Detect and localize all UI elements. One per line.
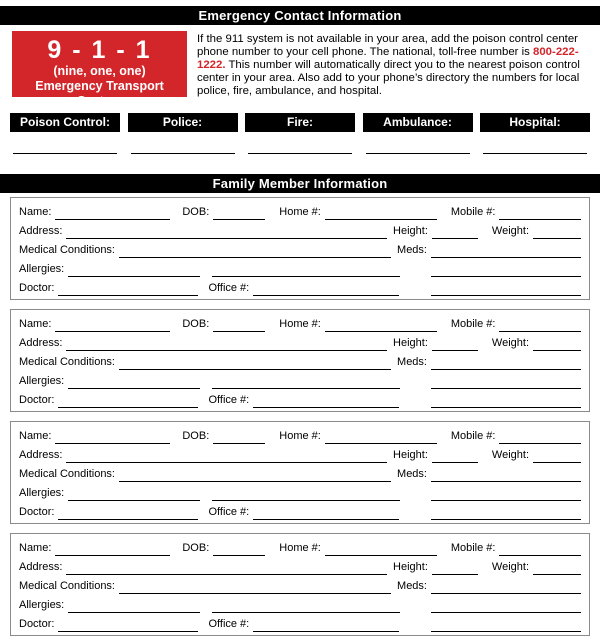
- poison-control-phone-number: 800-222-1222.: [197, 46, 579, 72]
- meds-extra-fill-line-1: [431, 264, 581, 277]
- doctor-fill-line: [58, 507, 198, 520]
- height-label: Height:: [393, 449, 428, 462]
- name-row: [19, 313, 581, 332]
- name-label: Name:: [19, 430, 52, 443]
- name-row: [19, 537, 581, 556]
- 911-caption: Emergency Transport System: [35, 79, 164, 108]
- doctor-label: Doctor:: [19, 618, 55, 631]
- contact-fill-line-ambulance: [366, 153, 470, 154]
- name-fill-line: [55, 543, 170, 556]
- name-fill-line: [55, 319, 170, 332]
- 911-panel: [12, 31, 187, 108]
- address-label: Address:: [19, 449, 63, 462]
- contact-col-police: [128, 113, 238, 154]
- family-member-block: [10, 421, 590, 524]
- weight-fill-line: [533, 562, 581, 575]
- address-fill-line: [66, 450, 387, 463]
- weight-label: Weight:: [491, 561, 529, 574]
- family-member-block: [10, 197, 590, 300]
- allergies-label: Allergies:: [19, 375, 65, 388]
- contact-fill-line-poison-control: [13, 153, 117, 154]
- address-fill-line: [66, 338, 387, 351]
- doctor-row: [19, 389, 581, 408]
- weight-label: Weight:: [491, 449, 529, 462]
- home-phone-fill-line: [325, 319, 437, 332]
- name-row: [19, 201, 581, 220]
- name-label: Name:: [19, 206, 52, 219]
- medical-conditions-label: Medical Conditions:: [19, 356, 115, 369]
- medical-conditions-row: [19, 575, 581, 594]
- home-phone-label: Home #:: [279, 206, 321, 219]
- name-label: Name:: [19, 542, 52, 555]
- home-phone-fill-line: [325, 543, 437, 556]
- home-phone-label: Home #:: [279, 430, 321, 443]
- allergies-label: Allergies:: [19, 263, 65, 276]
- medical-conditions-label: Medical Conditions:: [19, 468, 115, 481]
- meds-label: Meds:: [397, 580, 427, 593]
- 911-number: 9 - 1 - 1: [47, 36, 152, 64]
- allergies-extra-fill-line: [212, 264, 400, 277]
- contact-fill-line-hospital: [483, 153, 587, 154]
- dob-label: DOB:: [182, 318, 210, 331]
- doctor-row: [19, 277, 581, 296]
- contact-label-hospital: Hospital:: [480, 113, 590, 132]
- allergies-row: [19, 258, 581, 277]
- mobile-phone-label: Mobile #:: [450, 430, 496, 443]
- height-label: Height:: [393, 561, 428, 574]
- mobile-phone-fill-line: [499, 543, 581, 556]
- poison-control-instructions: [197, 31, 592, 98]
- contact-col-poison-control: [10, 113, 120, 154]
- medical-conditions-row: [19, 239, 581, 258]
- dob-fill-line: [213, 319, 265, 332]
- meds-extra-fill-line-2: [431, 507, 581, 520]
- doctor-label: Doctor:: [19, 506, 55, 519]
- address-row: [19, 444, 581, 463]
- home-phone-fill-line: [325, 431, 437, 444]
- weight-fill-line: [533, 450, 581, 463]
- family-member-block: [10, 533, 590, 636]
- contact-col-fire: [245, 113, 355, 154]
- height-label: Height:: [393, 337, 428, 350]
- dob-fill-line: [213, 207, 265, 220]
- medical-conditions-fill-line: [119, 581, 391, 594]
- meds-extra-fill-line-1: [431, 488, 581, 501]
- height-fill-line: [432, 450, 478, 463]
- allergies-label: Allergies:: [19, 487, 65, 500]
- office-phone-fill-line: [253, 283, 399, 296]
- mobile-phone-label: Mobile #:: [450, 318, 496, 331]
- address-fill-line: [66, 562, 387, 575]
- emergency-section-header-bar: [0, 6, 600, 25]
- dob-label: DOB:: [182, 542, 210, 555]
- address-row: [19, 220, 581, 239]
- contact-col-hospital: [480, 113, 590, 154]
- office-phone-label: Office #:: [208, 282, 250, 295]
- instructions-text-before: If the 911 system is not available in your area, add the poison control center phone number to your cell phone. The national, toll-free number is: [197, 33, 578, 59]
- weight-fill-line: [533, 338, 581, 351]
- doctor-fill-line: [58, 619, 198, 632]
- contact-label-police: Police:: [128, 113, 238, 132]
- dob-fill-line: [213, 543, 265, 556]
- name-fill-line: [55, 431, 170, 444]
- weight-fill-line: [533, 226, 581, 239]
- allergies-row: [19, 482, 581, 501]
- mobile-phone-fill-line: [499, 319, 581, 332]
- meds-label: Meds:: [397, 356, 427, 369]
- emergency-contacts-row: [0, 113, 600, 154]
- emergency-section-title: Emergency Contact Information: [198, 8, 402, 23]
- meds-extra-fill-line-2: [431, 619, 581, 632]
- doctor-label: Doctor:: [19, 282, 55, 295]
- medical-conditions-fill-line: [119, 357, 391, 370]
- height-fill-line: [432, 562, 478, 575]
- intro-section: [0, 31, 600, 108]
- contact-fill-line-fire: [248, 153, 352, 154]
- height-label: Height:: [393, 225, 428, 238]
- office-phone-fill-line: [253, 395, 399, 408]
- medical-conditions-label: Medical Conditions:: [19, 580, 115, 593]
- office-phone-fill-line: [253, 619, 399, 632]
- weight-label: Weight:: [491, 337, 529, 350]
- mobile-phone-label: Mobile #:: [450, 206, 496, 219]
- allergies-fill-line: [68, 376, 200, 389]
- mobile-phone-label: Mobile #:: [450, 542, 496, 555]
- doctor-fill-line: [58, 395, 198, 408]
- allergies-row: [19, 594, 581, 613]
- height-fill-line: [432, 338, 478, 351]
- medical-conditions-row: [19, 351, 581, 370]
- contact-fill-line-police: [131, 153, 235, 154]
- office-phone-fill-line: [253, 507, 399, 520]
- 911-pronunciation: (nine, one, one): [53, 64, 146, 78]
- meds-fill-line: [431, 469, 581, 482]
- doctor-label: Doctor:: [19, 394, 55, 407]
- meds-fill-line: [431, 581, 581, 594]
- allergies-fill-line: [68, 488, 200, 501]
- address-row: [19, 556, 581, 575]
- home-phone-label: Home #:: [279, 542, 321, 555]
- mobile-phone-fill-line: [499, 207, 581, 220]
- medical-conditions-fill-line: [119, 245, 391, 258]
- address-fill-line: [66, 226, 387, 239]
- contact-label-fire: Fire:: [245, 113, 355, 132]
- instructions-text-after: This number will automatically direct you to the nearest poison control center in your area. Also add to your phone’s directory the numbers for local police, fire, ambulance, and hospital.: [197, 59, 580, 98]
- address-label: Address:: [19, 337, 63, 350]
- office-phone-label: Office #:: [208, 618, 250, 631]
- medical-conditions-fill-line: [119, 469, 391, 482]
- contact-label-poison-control: Poison Control:: [10, 113, 120, 132]
- name-row: [19, 425, 581, 444]
- doctor-row: [19, 501, 581, 520]
- contact-label-ambulance: Ambulance:: [363, 113, 473, 132]
- allergies-fill-line: [68, 264, 200, 277]
- office-phone-label: Office #:: [208, 394, 250, 407]
- doctor-fill-line: [58, 283, 198, 296]
- allergies-extra-fill-line: [212, 600, 400, 613]
- meds-extra-fill-line-2: [431, 395, 581, 408]
- contact-col-ambulance: [363, 113, 473, 154]
- address-label: Address:: [19, 561, 63, 574]
- height-fill-line: [432, 226, 478, 239]
- address-label: Address:: [19, 225, 63, 238]
- meds-fill-line: [431, 357, 581, 370]
- allergies-fill-line: [68, 600, 200, 613]
- dob-label: DOB:: [182, 430, 210, 443]
- meds-extra-fill-line-1: [431, 376, 581, 389]
- dob-label: DOB:: [182, 206, 210, 219]
- medical-conditions-label: Medical Conditions:: [19, 244, 115, 257]
- medical-conditions-row: [19, 463, 581, 482]
- weight-label: Weight:: [491, 225, 529, 238]
- name-label: Name:: [19, 318, 52, 331]
- name-fill-line: [55, 207, 170, 220]
- family-section-title: Family Member Information: [212, 176, 388, 192]
- mobile-phone-fill-line: [499, 431, 581, 444]
- family-section-header-bar: [0, 174, 600, 193]
- allergies-extra-fill-line: [212, 488, 400, 501]
- office-phone-label: Office #:: [208, 506, 250, 519]
- dob-fill-line: [213, 431, 265, 444]
- home-phone-label: Home #:: [279, 318, 321, 331]
- meds-label: Meds:: [397, 244, 427, 257]
- allergies-label: Allergies:: [19, 599, 65, 612]
- home-phone-fill-line: [325, 207, 437, 220]
- meds-label: Meds:: [397, 468, 427, 481]
- allergies-extra-fill-line: [212, 376, 400, 389]
- meds-fill-line: [431, 245, 581, 258]
- meds-extra-fill-line-2: [431, 283, 581, 296]
- family-member-block: [10, 309, 590, 412]
- address-row: [19, 332, 581, 351]
- allergies-row: [19, 370, 581, 389]
- meds-extra-fill-line-1: [431, 600, 581, 613]
- family-member-blocks: [0, 197, 600, 636]
